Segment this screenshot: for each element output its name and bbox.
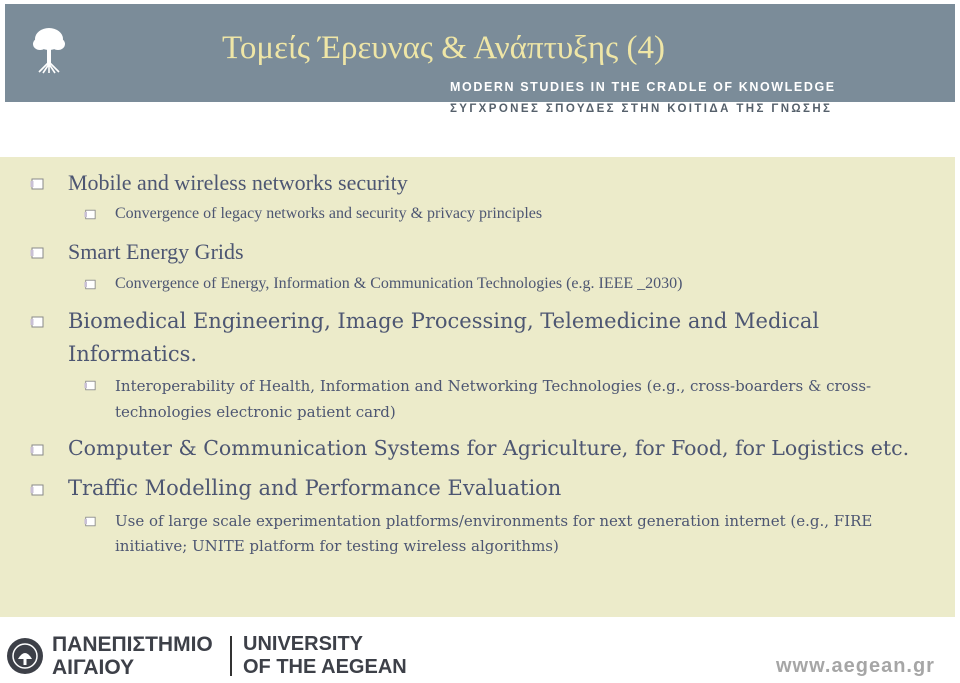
list-item-continuation: technologies electronic patient card)	[115, 403, 396, 421]
list-item: Computer & Communication Systems for Agriculture, for Food, for Logistics etc.	[68, 436, 910, 460]
list-item: Interoperability of Health, Information and Networking Technologies (e.g., cross-boarders & cross-	[115, 377, 872, 395]
list-item: Convergence of legacy networks and security & privacy principles	[115, 205, 543, 222]
university-name-greek: ΠΑΝΕΠΙΣΤΗΜΙΟ ΑΙΓΑΙΟΥ	[52, 633, 213, 679]
website-link[interactable]: www.aegean.gr	[776, 655, 935, 677]
page-bullet-icon	[30, 484, 44, 496]
page-title: Τομείς Έρευνας & Ανάπτυξης (4)	[222, 30, 665, 66]
page-bullet-icon	[30, 247, 44, 259]
page-bullet-icon	[84, 279, 96, 290]
page-bullet-icon	[84, 209, 96, 220]
list-item: Biomedical Engineering, Image Processing, Telemedicine and Medical	[68, 309, 820, 333]
subtitle-greek: ΣΥΓΧΡΟΝΕΣ ΣΠΟΥΔΕΣ ΣΤΗΝ ΚΟΙΤΙΔΑ ΤΗΣ ΓΝΩΣΗΣ	[450, 103, 833, 115]
tree-icon	[31, 26, 67, 74]
list-item: Convergence of Energy, Information & Communication Technologies (e.g. IEEE _2030)	[115, 275, 683, 292]
page-bullet-icon	[30, 444, 44, 456]
university-seal-icon	[6, 637, 44, 675]
list-item: Mobile and wireless networks security	[68, 170, 408, 195]
list-item-continuation: Informatics.	[68, 342, 198, 366]
list-item: Traffic Modelling and Performance Evaluation	[68, 476, 562, 500]
page-bullet-icon	[30, 178, 44, 190]
university-name-english: UNIVERSITY OF THE AEGEAN	[243, 633, 407, 678]
list-item: Use of large scale experimentation platforms/environments for next generation internet (e.g., FIRE	[115, 512, 873, 530]
page-bullet-icon	[84, 380, 96, 391]
list-item-continuation: initiative; UNITE platform for testing wireless algorithms)	[115, 537, 559, 555]
page-bullet-icon	[84, 516, 96, 527]
page-bullet-icon	[30, 316, 44, 328]
subtitle-english: MODERN STUDIES IN THE CRADLE OF KNOWLEDGE	[450, 80, 836, 94]
list-item: Smart Energy Grids	[68, 239, 244, 264]
footer-divider	[230, 636, 232, 676]
